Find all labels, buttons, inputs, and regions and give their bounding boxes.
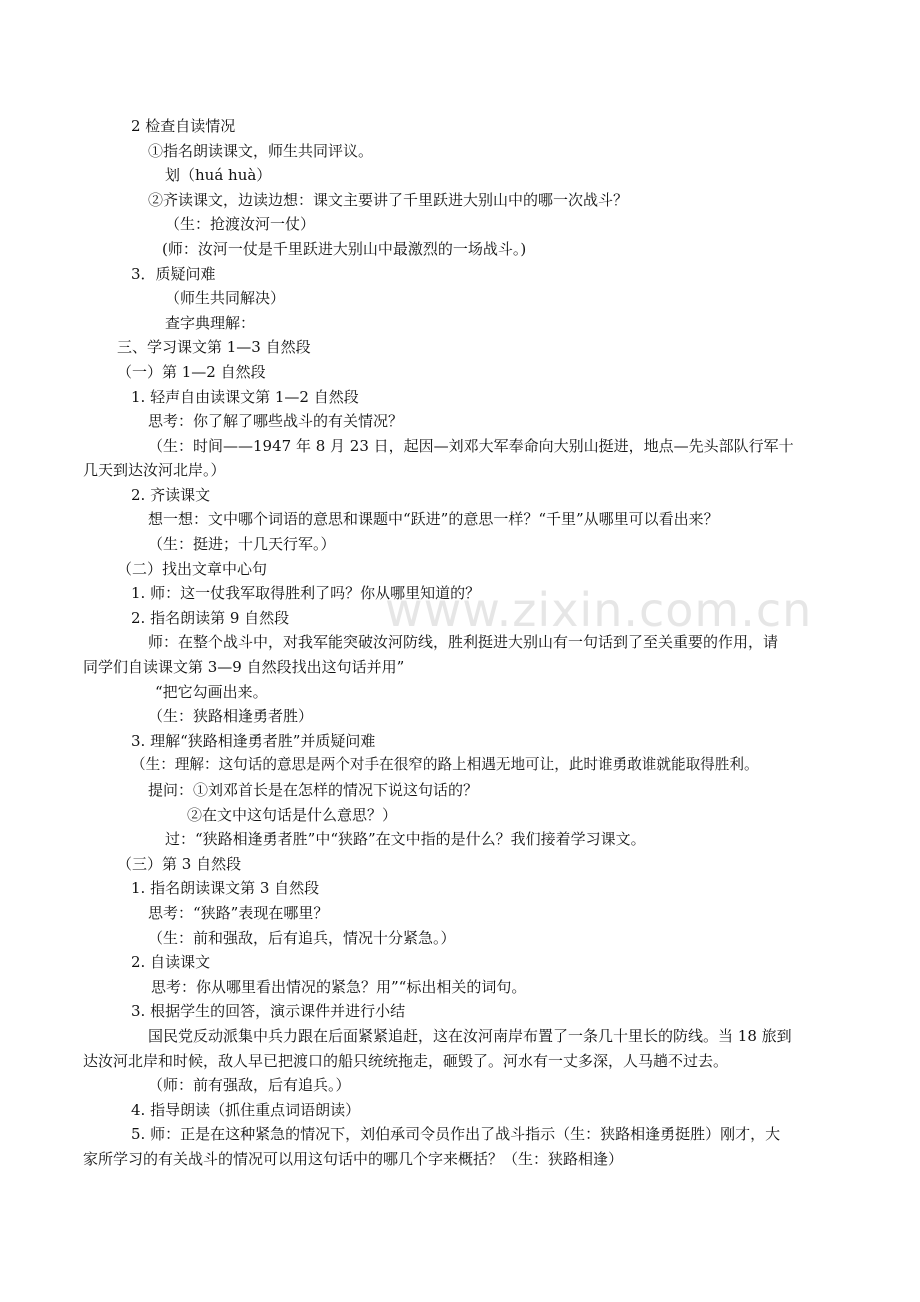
- line-17: 想一想：文中哪个词语的意思和课题中“跃进”的意思一样？“千里”从哪里可以看出来？: [148, 510, 719, 528]
- line-31: （三）第 3 自然段: [117, 855, 242, 873]
- line-8: （师生共同解决）: [165, 289, 286, 307]
- line-30: 过：“狭路相逢勇者胜”中“狭路”在文中指的是什么？我们接着学习课文。: [165, 830, 646, 848]
- line-23: 同学们自读课文第 3—9 自然段找出这句话并用”: [83, 658, 405, 676]
- line-34: （生：前和强敌，后有追兵，情况十分紧急。）: [148, 929, 456, 947]
- line-38: 国民党反动派集中兵力跟在后面紧紧追赶，这在汝河南岸布置了一条几十里长的防线。当 18 旅到: [148, 1027, 792, 1045]
- line-42: 5. 师：正是在这种紧急的情况下，刘伯承司令员作出了战斗指示（生：狭路相逢勇挺胜）刚才，大: [131, 1125, 781, 1143]
- line-37: 3. 根据学生的回答，演示课件并进行小结: [131, 1002, 406, 1020]
- line-25: （生：狭路相逢勇者胜）: [148, 707, 314, 725]
- line-24: “把它勾画出来。: [155, 683, 268, 701]
- line-13: 思考：你了解了哪些战斗的有关情况？: [148, 412, 404, 430]
- line-4: ②齐读课文，边读边想：课文主要讲了千里跃进大别山中的哪一次战斗？: [148, 191, 629, 209]
- line-40: （师：前有强敌，后有追兵。）: [148, 1076, 351, 1094]
- line-10: 三、学习课文第 1—3 自然段: [117, 338, 311, 356]
- line-16: 2. 齐读课文: [131, 486, 211, 504]
- line-29: ②在文中这句话是什么意思？）: [187, 806, 398, 824]
- line-20: 1. 师：这一仗我军取得胜利了吗？你从哪里知道的？: [131, 584, 481, 602]
- line-33: 思考：“狭路”表现在哪里？: [148, 904, 329, 922]
- line-22: 师：在整个战斗中，对我军能突破汝河防线，胜利挺进大别山有一句话到了至关重要的作用，请: [148, 633, 779, 651]
- line-1: 2 检查自读情况: [131, 117, 236, 135]
- watermark: www.zixin.com.cn: [385, 583, 813, 637]
- line-15: 几天到达汝河北岸。）: [83, 461, 226, 479]
- line-14: （生：时间——1947 年 8 月 23 日，起因—刘邓大军奉命向大别山挺进，地点—先头部队行军十: [148, 437, 794, 455]
- line-3: 划（huá huà）: [165, 166, 272, 184]
- line-2: ①指名朗读课文，师生共同评议。: [148, 142, 374, 160]
- line-32: 1. 指名朗读课文第 3 自然段: [131, 879, 320, 897]
- line-7: 3．质疑问难: [131, 265, 216, 283]
- line-5: （生：抢渡汝河一仗）: [165, 215, 316, 233]
- line-9: 查字典理解：: [165, 314, 256, 332]
- line-36: 思考：你从哪里看出情况的紧急？用”“标出相关的词句。: [151, 978, 527, 996]
- line-27: （生：理解：这句话的意思是两个对手在很窄的路上相遇无地可让，此时谁勇敢谁就能取得胜利。: [131, 756, 759, 773]
- line-19: （二）找出文章中心句: [117, 560, 268, 578]
- line-11: （一）第 1—2 自然段: [117, 363, 266, 381]
- line-43: 家所学习的有关战斗的情况可以用这句话中的哪几个字来概括？（生：狭路相逢）: [83, 1150, 624, 1168]
- line-6: (师：汝河一仗是千里跃进大别山中最激烈的一场战斗。): [162, 240, 527, 258]
- line-39: 达汝河北岸和时候，敌人早已把渡口的船只统统拖走，砸毁了。河水有一丈多深，人马趟不过去。: [83, 1052, 729, 1070]
- line-12: 1. 轻声自由读课文第 1—2 自然段: [131, 388, 359, 406]
- line-18: （生：挺进；十几天行军。）: [148, 535, 336, 553]
- line-28: 提问：①刘邓首长是在怎样的情况下说这句话的？: [148, 781, 479, 799]
- line-21: 2. 指名朗读第 9 自然段: [131, 609, 290, 627]
- line-26: 3. 理解“狭路相逢勇者胜”并质疑问难: [131, 732, 376, 750]
- line-41: 4. 指导朗读（抓住重点词语朗读）: [131, 1101, 361, 1119]
- line-35: 2. 自读课文: [131, 953, 211, 971]
